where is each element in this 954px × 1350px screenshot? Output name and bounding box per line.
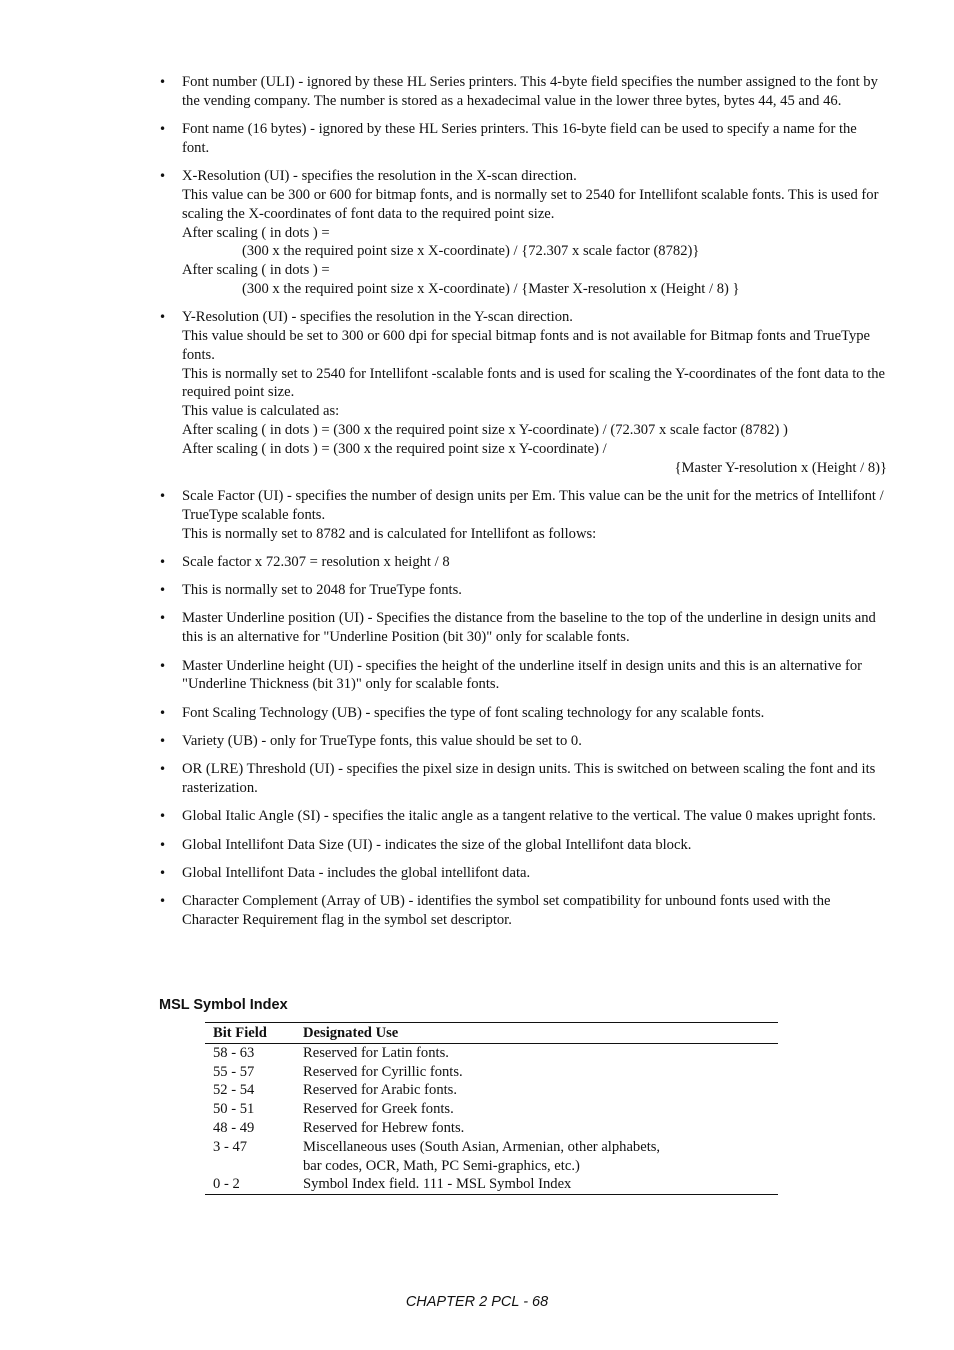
bullet-icon: • <box>159 169 167 184</box>
bullet-icon: • <box>159 611 167 626</box>
bullet-icon: • <box>159 554 167 569</box>
item-text: After scaling ( in dots ) = <box>182 224 330 241</box>
item-text: Font name (16 bytes) - ignored by these HL Series printers. This 16-byte field can be used to specify a name for the font. <box>182 121 857 156</box>
table-row <box>205 1175 778 1194</box>
bullet-icon: • <box>159 122 167 137</box>
item-text: This is normally set to 2540 for Intellifont -scalable fonts and is used for scaling the Y-coordinates of the font data to the required point size. <box>182 365 886 401</box>
list-item <box>159 553 887 572</box>
formula-line: (300 x the required point size x X-coordinate) / {Master X-resolution x (Height / 8) } <box>242 280 740 297</box>
designated-use-cell: Reserved for Arabic fonts. <box>303 1082 457 1099</box>
bullet-icon: • <box>159 837 167 852</box>
item-text: Font number (ULI) - ignored by these HL Series printers. This 4-byte field specifies the number assigned to the font by the vending company. The number is stored as a hexadecimal value in the lower three bytes, bytes 44, 45 and 46. <box>182 74 878 109</box>
msl-symbol-index-table <box>205 1022 778 1195</box>
bullet-icon: • <box>159 705 167 720</box>
formula-line: After scaling ( in dots ) = (300 x the required point size x Y-coordinate) / <box>182 440 607 457</box>
bullet-icon: • <box>159 762 167 777</box>
formula-line: {Master Y-resolution x (Height / 8)} <box>674 459 887 476</box>
table-row <box>205 1081 778 1100</box>
bullet-icon: • <box>159 865 167 880</box>
list-item <box>159 581 887 600</box>
designated-use-cell: Reserved for Greek fonts. <box>303 1101 454 1118</box>
bit-field-cell: 3 - 47 <box>213 1138 248 1155</box>
list-item <box>159 609 887 647</box>
item-text: Global Italic Angle (SI) - specifies the italic angle as a tangent relative to the vertical. The value 0 makes upright fonts. <box>182 808 876 825</box>
item-text: Y-Resolution (UI) - specifies the resolution in the Y-scan direction. <box>182 309 573 326</box>
list-item <box>159 760 887 798</box>
list-item <box>159 73 887 111</box>
item-text: X-Resolution (UI) - specifies the resolution in the X-scan direction. <box>182 168 577 185</box>
table-row <box>205 1063 778 1082</box>
item-text: Font Scaling Technology (UB) - specifies the type of font scaling technology for any scalable fonts. <box>182 704 765 721</box>
bit-field-cell: 48 - 49 <box>213 1119 255 1136</box>
list-item <box>159 657 887 695</box>
bullet-icon: • <box>159 894 167 909</box>
bullet-icon: • <box>159 583 167 598</box>
item-text: Global Intellifont Data Size (UI) - indicates the size of the global Intellifont data block. <box>182 836 692 853</box>
item-text: Master Underline height (UI) - specifies the height of the underline itself in design units and this is an alternative for "Underline Thickness (bit 31)" only for scalable fonts. <box>182 657 863 693</box>
bullet-icon: • <box>159 75 167 89</box>
table-row <box>205 1138 778 1157</box>
item-text: This is normally set to 8782 and is calculated for Intellifont as follows: <box>182 525 597 542</box>
bullet-icon: • <box>159 733 167 748</box>
section-heading: MSL Symbol Index <box>159 997 288 1013</box>
designated-use-cell: Reserved for Hebrew fonts. <box>303 1119 465 1136</box>
column-header-bit-field: Bit Field <box>205 1023 295 1044</box>
designated-use-cell: Symbol Index field. 111 - MSL Symbol Index <box>295 1175 778 1194</box>
item-text: This value is calculated as: <box>182 403 340 420</box>
formula-line: After scaling ( in dots ) = (300 x the required point size x Y-coordinate) / (72.307 x scale factor (8782) ) <box>182 422 788 439</box>
bullet-icon: • <box>159 488 167 503</box>
field-description-list <box>159 73 887 939</box>
bit-field-cell: 50 - 51 <box>213 1101 255 1118</box>
designated-use-cell: Reserved for Cyrillic fonts. <box>303 1063 463 1080</box>
designated-use-cell: bar codes, OCR, Math, PC Semi-graphics, etc.) <box>303 1157 580 1174</box>
table-row <box>205 1043 778 1062</box>
item-text: OR (LRE) Threshold (UI) - specifies the pixel size in design units. This is switched on between scaling the font and its rasterization. <box>182 761 876 796</box>
item-text: Variety (UB) - only for TrueType fonts, this value should be set to 0. <box>182 732 582 749</box>
table-row <box>205 1100 778 1119</box>
list-item <box>159 167 887 299</box>
bit-field-cell <box>205 1157 295 1176</box>
bit-field-cell: 52 - 54 <box>213 1082 255 1099</box>
bit-field-cell: 0 - 2 <box>205 1175 295 1194</box>
item-text: Global Intellifont Data - includes the global intellifont data. <box>182 864 531 881</box>
table-row <box>205 1119 778 1138</box>
item-text: Scale factor x 72.307 = resolution x height / 8 <box>182 553 450 570</box>
formula-line: (300 x the required point size x X-coordinate) / {72.307 x scale factor (8782)} <box>242 243 700 260</box>
list-item <box>159 807 887 826</box>
list-item <box>159 120 887 158</box>
list-item <box>159 864 887 883</box>
list-item <box>159 836 887 855</box>
list-item <box>159 732 887 751</box>
bullet-icon: • <box>159 658 167 673</box>
designated-use-cell: Miscellaneous uses (South Asian, Armenian, other alphabets, <box>303 1138 661 1155</box>
bit-field-cell: 55 - 57 <box>213 1063 255 1080</box>
item-text: Scale Factor (UI) - specifies the number of design units per Em. This value can be the unit for the metrics of Intellifont / TrueType scalable fonts. <box>182 487 884 523</box>
bullet-icon: • <box>159 310 167 325</box>
item-text: After scaling ( in dots ) = <box>182 262 330 279</box>
list-item <box>159 308 887 477</box>
list-item <box>159 892 887 930</box>
list-item <box>159 487 887 543</box>
item-text: This value can be 300 or 600 for bitmap fonts, and is normally set to 2540 for Intellifont scalable fonts. This is used for scaling the X-coordinates of font data to the required point size. <box>182 186 879 222</box>
item-text: Master Underline position (UI) - Specifies the distance from the baseline to the top of the underline in design units and this is an alternative for "Underline Position (bit 30)" only for scalable fonts. <box>182 610 876 646</box>
list-item <box>159 704 887 723</box>
item-text: This is normally set to 2048 for TrueType fonts. <box>182 582 462 599</box>
bit-field-cell: 58 - 63 <box>213 1044 255 1061</box>
item-text: Character Complement (Array of UB) - identifies the symbol set compatibility for unbound fonts used with the Character Requirement flag in the symbol set descriptor. <box>182 893 831 928</box>
designated-use-cell: Reserved for Latin fonts. <box>303 1044 449 1061</box>
column-header-designated-use: Designated Use <box>295 1023 778 1044</box>
table-header-row <box>205 1023 778 1044</box>
item-text: This value should be set to 300 or 600 dpi for special bitmap fonts and is not available for Bitmap fonts and TrueType fonts. <box>182 328 871 363</box>
bullet-icon: • <box>159 809 167 824</box>
table-row <box>205 1157 778 1176</box>
page-footer: CHAPTER 2 PCL - 68 <box>405 1294 549 1310</box>
